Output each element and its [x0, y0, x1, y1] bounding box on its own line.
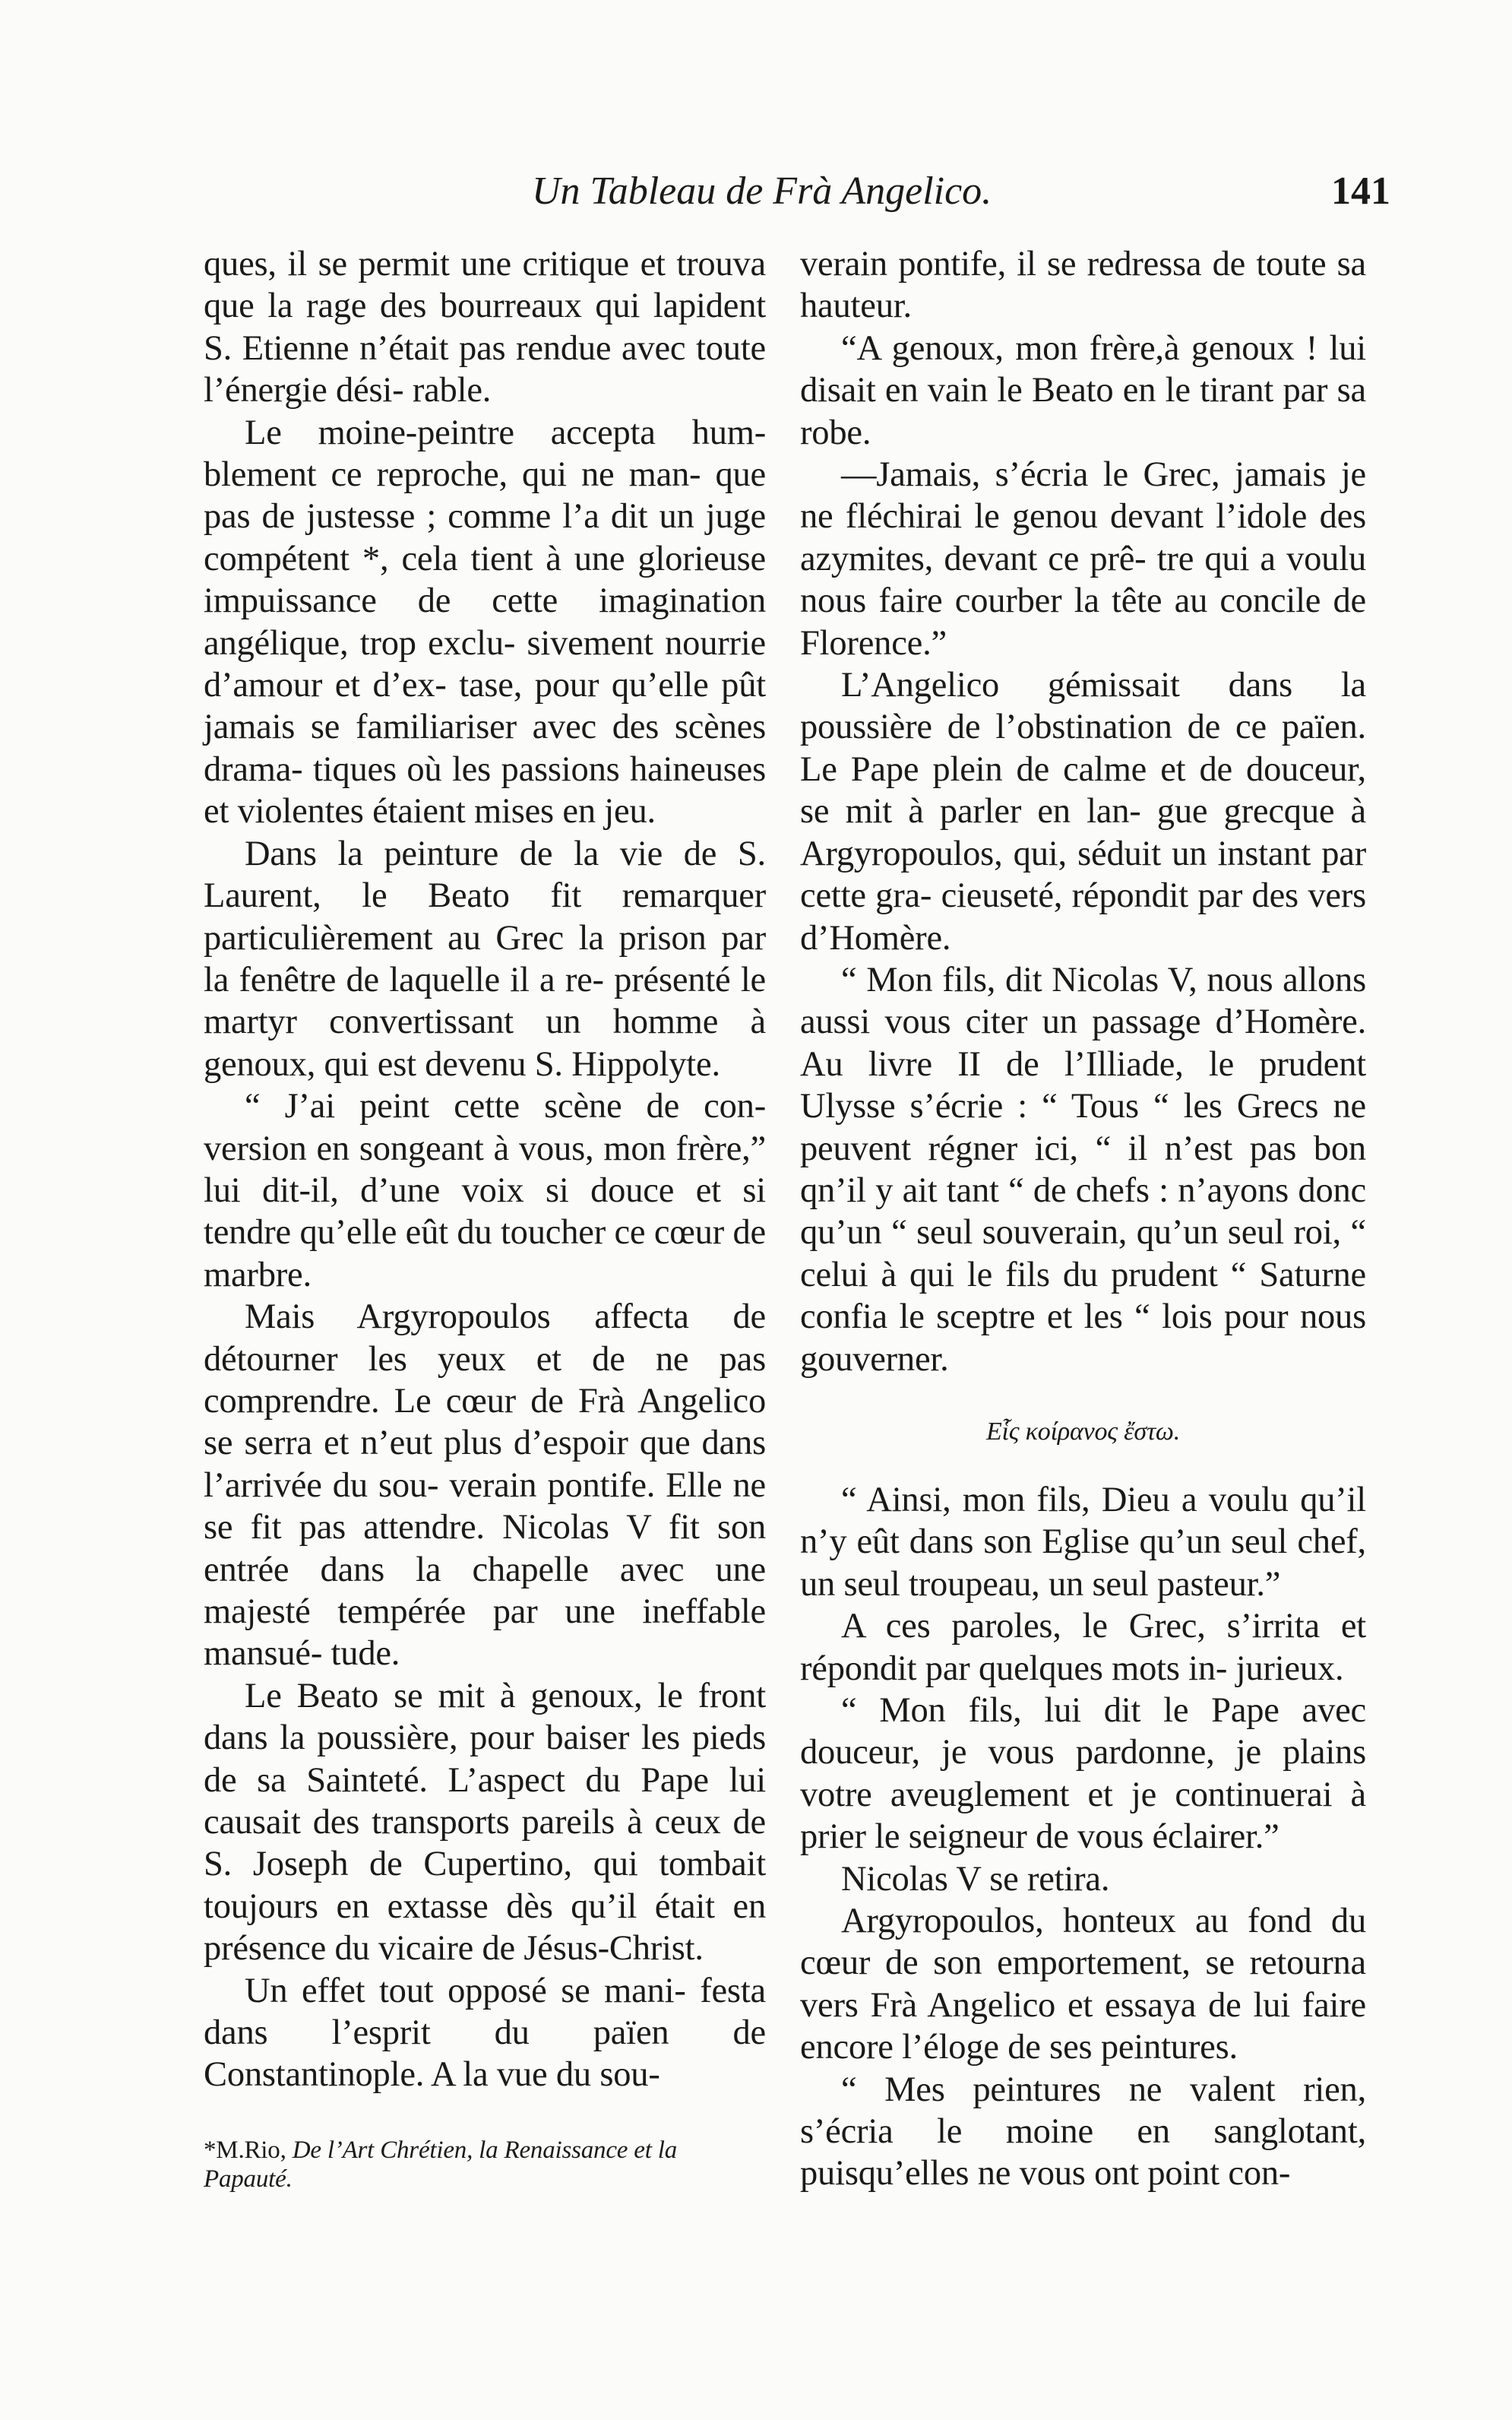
- paragraph: Le moine-peintre accepta hum- blement ce reproche, qui ne man- que pas de justesse ; comme l’a dit un juge compétent *, cela tient à une glorieuse impuissance de cette imagination angélique, trop exclu- sivement nourrie d’amour et d’ex- tase, pour qu’elle pût jamais se familiariser avec des scènes drama- tiques où les passions haineuses et violentes étaient mises en jeu.: [204, 413, 766, 831]
- paragraph: “ Mon fils, dit Nicolas V, nous allons aussi vous citer un passage d’Homère. Au livre II de l’Illiade, le prudent Ulysse s’écrie : “ Tous “ les Grecs ne peuvent régner ici, “ il n’est pas bon qn’il y ait tant “ de chefs : n’ayons donc qu’un “ seul souverain, qu’un seul roi, “ celui à qui le fils du prudent “ Saturne confia le sceptre et les “ lois pour nous gouverner.: [800, 960, 1366, 1379]
- paragraph: “ Ainsi, mon fils, Dieu a voulu qu’il n’y eût dans son Eglise qu’un seul chef, un seul troupeau, un seul pasteur.”: [800, 1480, 1366, 1604]
- paragraph: verain pontife, il se redressa de toute sa hauteur.: [800, 245, 1366, 326]
- running-title: Un Tableau de Frà Angelico.: [532, 169, 992, 213]
- footnote-text: De l’Art Chrétien, la Renaissance et la Papauté.: [204, 2136, 678, 2193]
- paragraph: Un effet tout opposé se mani- festa dans l’esprit du païen de Constantinople. A la vue du sou-: [204, 1971, 766, 2095]
- paragraph: Mais Argyropoulos affecta de détourner les yeux et de ne pas comprendre. Le cœur de Frà Angelico se serra et n’eut plus d’espoir que dans l’arrivée du sou- verain pontife. Elle ne se fit pas attendre. Nicolas V fit son entrée dans la chapelle avec une majesté tempérée par une ineffable mansué- tude.: [204, 1297, 766, 1674]
- paragraph: Le Beato se mit à genoux, le front dans la poussière, pour baiser les pieds de sa Sainteté. L’aspect du Pape lui causait des transports pareils à ceux de S. Joseph de Cupertino, qui tombait toujours en extasse dès qu’il était en présence du vicaire de Jésus-Christ.: [204, 1676, 766, 1969]
- paragraph: “ Mon fils, lui dit le Pape avec douceur, je vous pardonne, je plains votre aveuglement et je continuerai à prier le seigneur de vous éclairer.”: [800, 1691, 1366, 1857]
- paragraph: “ J’ai peint cette scène de con- version en songeant à vous, mon frère,” lui dit-il, d’une voix si douce et si tendre qu’elle eût du toucher ce cœur de marbre.: [204, 1087, 766, 1294]
- paragraph: “ Mes peintures ne valent rien, s’écria le moine en sanglotant, puisqu’elles ne vous ont point con-: [800, 2070, 1366, 2194]
- paragraph: Dans la peinture de la vie de S. Laurent, le Beato fit remarquer particulièrement au Grec la prison par la fenêtre de laquelle il a re- présenté le martyr convertissant un homme à genoux, qui est devenu S. Hippolyte.: [204, 834, 766, 1084]
- paragraph: Nicolas V se retira.: [841, 1859, 1110, 1899]
- paragraph: ques, il se permit une critique et trouva que la rage des bourreaux qui lapident S. Etienne n’était pas rendue avec toute l’énergie dési- rable.: [204, 245, 766, 410]
- paragraph: A ces paroles, le Grec, s’irrita et répondit par quelques mots in- jurieux.: [800, 1607, 1366, 1688]
- running-header: [205, 169, 1390, 222]
- paragraph: Argyropoulos, honteux au fond du cœur de son emportement, se retourna vers Frà Angelico et essaya de lui faire encore l’éloge de ses peintures.: [800, 1902, 1366, 2067]
- footnote-marker: *M.Rio,: [204, 2136, 286, 2164]
- paragraph: —Jamais, s’écria le Grec, jamais je ne fléchirai le genou devant l’idole des azymites, devant ce prê- tre qui a voulu nous faire courber la tête au concile de Florence.”: [800, 455, 1366, 663]
- left-column: [204, 243, 766, 2194]
- page-number: 141: [1331, 169, 1390, 213]
- footnote: [204, 2136, 766, 2194]
- right-column: [800, 243, 1366, 2195]
- paragraph: “A genoux, mon frère,à genoux ! lui disait en vain le Beato en le tirant par sa robe.: [800, 328, 1366, 452]
- greek-quotation: Εἷς κοίρανος ἔστω.: [985, 1417, 1181, 1446]
- paragraph: L’Angelico gémissait dans la poussière de l’obstination de ce païen. Le Pape plein de calme et de douceur, se mit à parler en lan- gue grecque à Argyropoulos, qui, séduit un instant par cette gra- cieuseté, répondit par des vers d’Homère.: [800, 666, 1366, 958]
